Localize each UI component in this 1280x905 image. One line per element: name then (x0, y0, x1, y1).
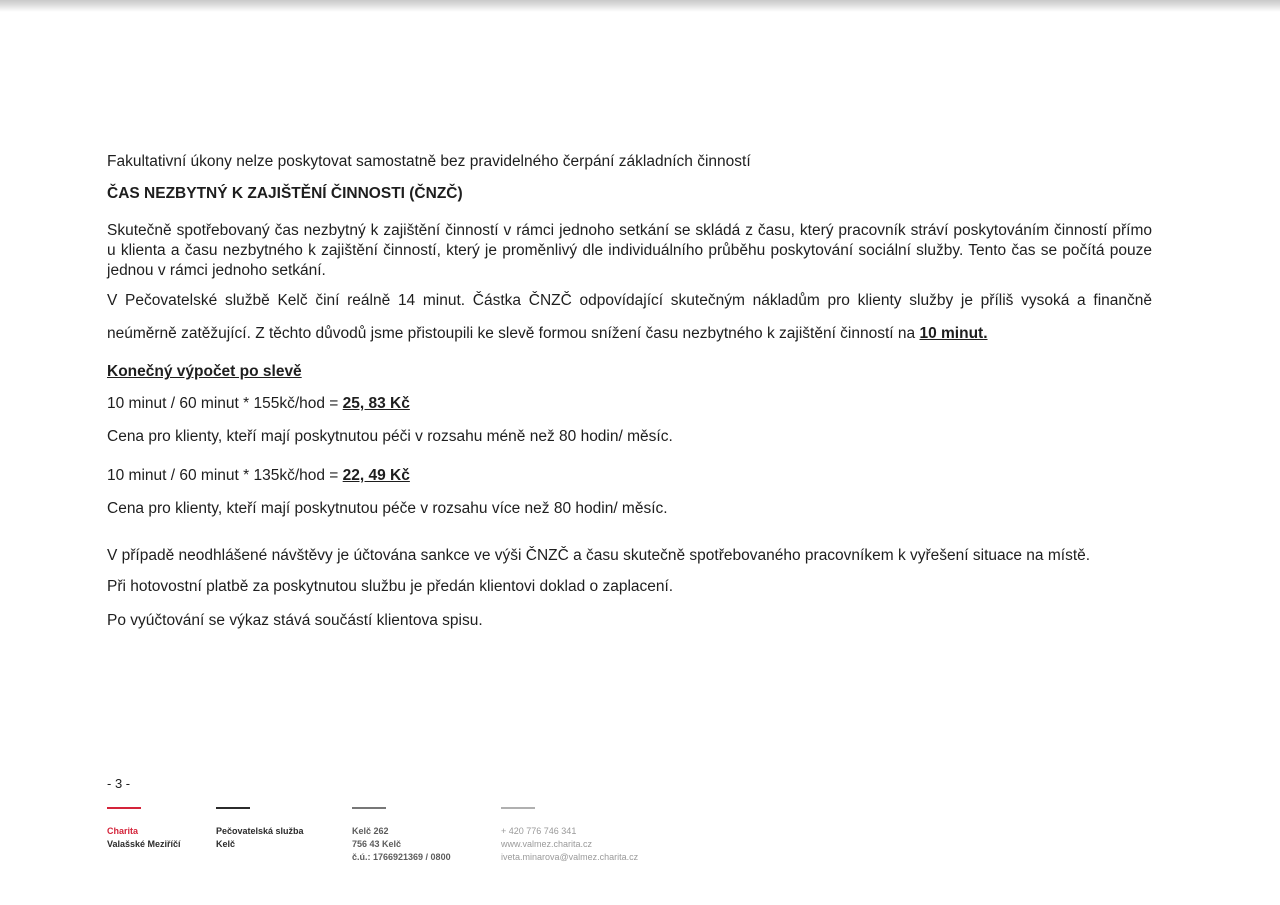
paragraph-billing: Po vyúčtování se výkaz stává součástí klientova spisu. (107, 612, 483, 629)
footer-phone: + 420 776 746 341 (501, 826, 577, 836)
footer-address-street: Kelč 262 (352, 826, 389, 836)
footer-divider-dark (216, 807, 250, 809)
footer-org-city: Valašské Meziříčí (107, 839, 181, 849)
paragraph-sanction: V případě neodhlášené návštěvy je účtována sankce ve výši ČNZČ a času skutečně spotřebovaného pracovníkem k vyřešení situace na místě. (107, 547, 1091, 564)
footer-divider-gray (352, 807, 386, 809)
footer-bank-account: č.ú.: 1766921369 / 0800 (352, 852, 451, 862)
calc-2-formula: 10 minut / 60 minut * 135kč/hod = (107, 467, 343, 484)
scan-top-edge (0, 0, 1280, 12)
paragraph-time-definition: Skutečně spotřebovaný čas nezbytný k zajištění činností v rámci jednoho setkání se skládá z času, který pracovník stráví poskytováním činností přímo u klienta a času nezbytného k zajištění činností, který je proměnlivý dle individuálního průběhu poskytování sociální služby. Tento čas se počítá pouze jednou v rámci jednoho setkání. (107, 222, 1152, 279)
final-calc-heading: Konečný výpočet po slevě (107, 363, 302, 380)
footer-contact (501, 807, 638, 864)
calc-1-formula: 10 minut / 60 minut * 155kč/hod = (107, 395, 343, 412)
footer-website: www.valmez.charita.cz (501, 839, 593, 849)
paragraph-discount-text: V Pečovatelské službě Kelč činí reálně 14 minut. Částka ČNZČ odpovídající skutečným nákladům pro klienty služby je příliš vysoká a finančně neúměrně zatěžující. Z těchto důvodů jsme přistoupili ke slevě formou snížení času nezbytného k zajištění činností na (107, 292, 1152, 342)
calc-line-1 (107, 394, 1152, 414)
page-number: - 3 - (107, 776, 131, 791)
calc-1-result: 25, 83 Kč (342, 395, 410, 412)
footer-address (352, 807, 451, 864)
footer-org (107, 807, 181, 851)
footer-service-name: Pečovatelská služba (216, 826, 304, 836)
calc-1-note: Cena pro klienty, kteří mají poskytnutou péči v rozsahu méně než 80 hodin/ měsíc. (107, 428, 673, 445)
footer-service-place: Kelč (216, 839, 236, 849)
calc-line-2 (107, 466, 1152, 486)
calc-2-note: Cena pro klienty, kteří mají poskytnutou péče v rozsahu více než 80 hodin/ měsíc. (107, 500, 668, 517)
section-heading: ČAS NEZBYTNÝ K ZAJIŠTĚNÍ ČINNOSTI (ČNZČ) (107, 185, 463, 202)
paragraph-discount (107, 284, 1152, 350)
footer-service (216, 807, 304, 851)
footer-address-zip: 756 43 Kelč (352, 839, 402, 849)
document-body (107, 152, 1152, 631)
paragraph-receipt: Při hotovostní platbě za poskytnutou službu je předán klientovi doklad o zaplacení. (107, 578, 674, 595)
footer-divider-light (501, 807, 535, 809)
footer-org-name: Charita (107, 826, 139, 836)
footer-email: iveta.minarova@valmez.charita.cz (501, 852, 639, 862)
footer-divider-red (107, 807, 141, 809)
discount-minutes: 10 minut. (919, 325, 988, 342)
calc-2-result: 22, 49 Kč (342, 467, 410, 484)
intro-note: Fakultativní úkony nelze poskytovat samostatně bez pravidelného čerpání základních činností (107, 153, 751, 170)
